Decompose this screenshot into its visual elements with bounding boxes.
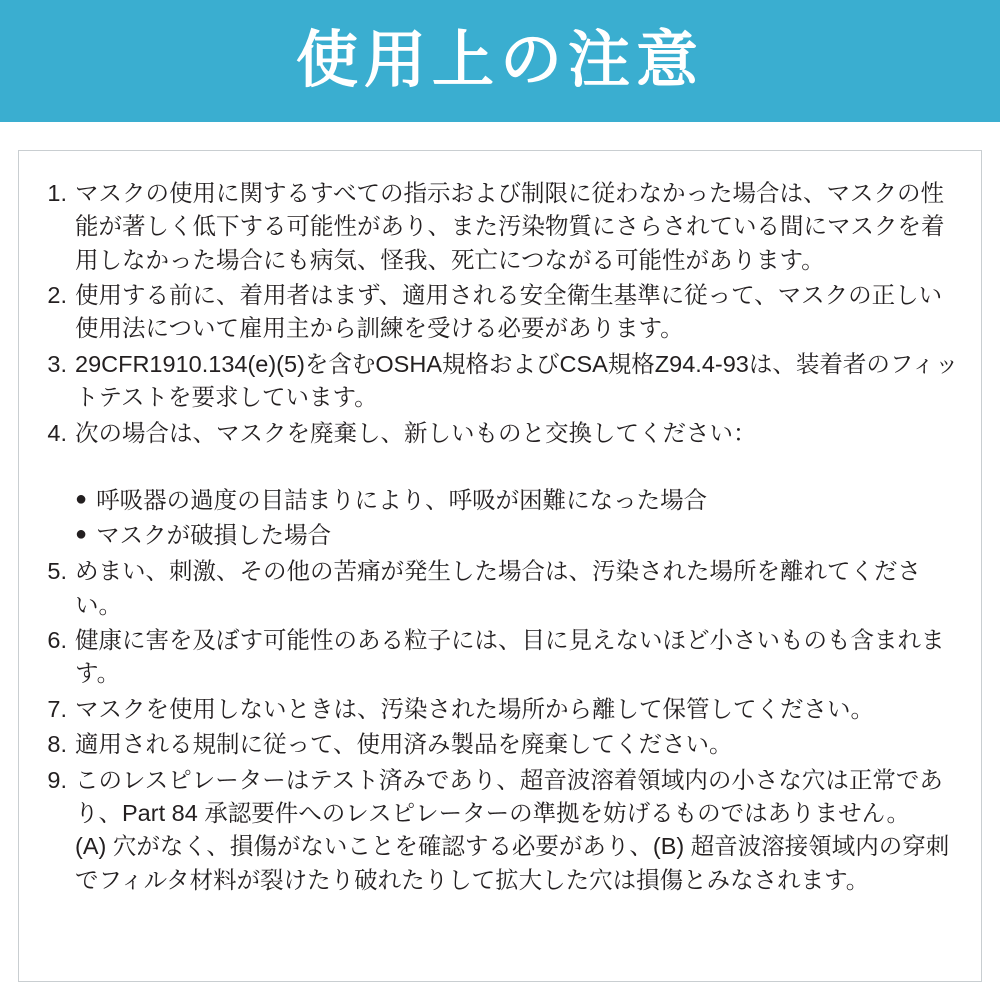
sub-list-item-text: 呼吸器の過度の目詰まりにより、呼吸が困難になった場合 [96,487,708,514]
list-item-body [75,417,959,554]
list-item-text: このレスピレーターはテスト済みであり、超音波溶着領域内の小さな穴は正常であり、Part 84 承認要件へのレスピレーターの準拠を妨げるものではありません。 [75,766,943,826]
list-item [33,693,959,726]
sub-list-item [75,518,959,552]
list-item-text: 適用される規制に従って、使用済み製品を廃棄してください。 [75,731,733,758]
list-item-number: 9. [47,766,67,793]
filled-circle-icon: ● [75,488,88,511]
header-band [0,0,1000,122]
list-item-body [75,764,959,897]
list-item [33,279,959,346]
list-item [33,728,959,761]
list-item-number: 6. [47,627,67,654]
list-item-number: 8. [47,731,67,758]
list-item [33,624,959,691]
sub-list-item-text: マスクが破損した場合 [96,522,332,549]
list-item [33,348,959,415]
list-item-number: 4. [47,419,67,446]
list-item-number: 5. [47,558,67,585]
list-item-number: 3. [47,350,67,377]
list-item-text: マスクを使用しないときは、汚染された場所から離して保管してください。 [75,695,874,722]
list-item-text: 健康に害を及ぼす可能性のある粒子には、目に見えないほど小さいものも含まれます。 [75,627,945,687]
notes-list [19,151,981,897]
notes-frame [18,150,982,982]
list-item [33,555,959,622]
list-item-extra-text: (A) 穴がなく、損傷がないことを確認する必要があり、(B) 超音波溶接領域内の穿刺でフィルタ材料が裂けたり破れたりして拡大した穴は損傷とみなされます。 [75,833,950,893]
sub-bullet-list [75,453,959,552]
page-title: 使用上の注意 [295,26,704,95]
list-item-number: 2. [47,282,67,309]
list-item-text: めまい、刺激、その他の苦痛が発生した場合は、汚染された場所を離れてください。 [75,558,921,618]
list-item-number: 7. [47,695,67,722]
sub-list-item [75,483,959,517]
filled-circle-icon: ● [75,523,88,546]
list-item-text: マスクの使用に関するすべての指示および制限に従わなかった場合は、マスクの性能が著しく低下する可能性があり、また汚染物質にさらされている間にマスクを着用しなかった場合にも病気、怪我、死亡につながる可能性があります。 [75,180,945,273]
list-item [33,764,959,897]
list-item-text: 使用する前に、着用者はまず、適用される安全衛生基準に従って、マスクの正しい使用法について雇用主から訓練を受ける必要があります。 [75,282,943,342]
list-item [33,417,959,554]
list-item-text: 次の場合は、マスクを廃棄し、新しいものと交換してください： [75,419,757,446]
list-item [33,177,959,277]
list-item-number: 1. [47,180,67,206]
list-item-text: 29CFR1910.134(e)(5)を含むOSHA規格およびCSA規格Z94.4-93は、装着者のフィットテストを要求しています。 [75,350,959,411]
